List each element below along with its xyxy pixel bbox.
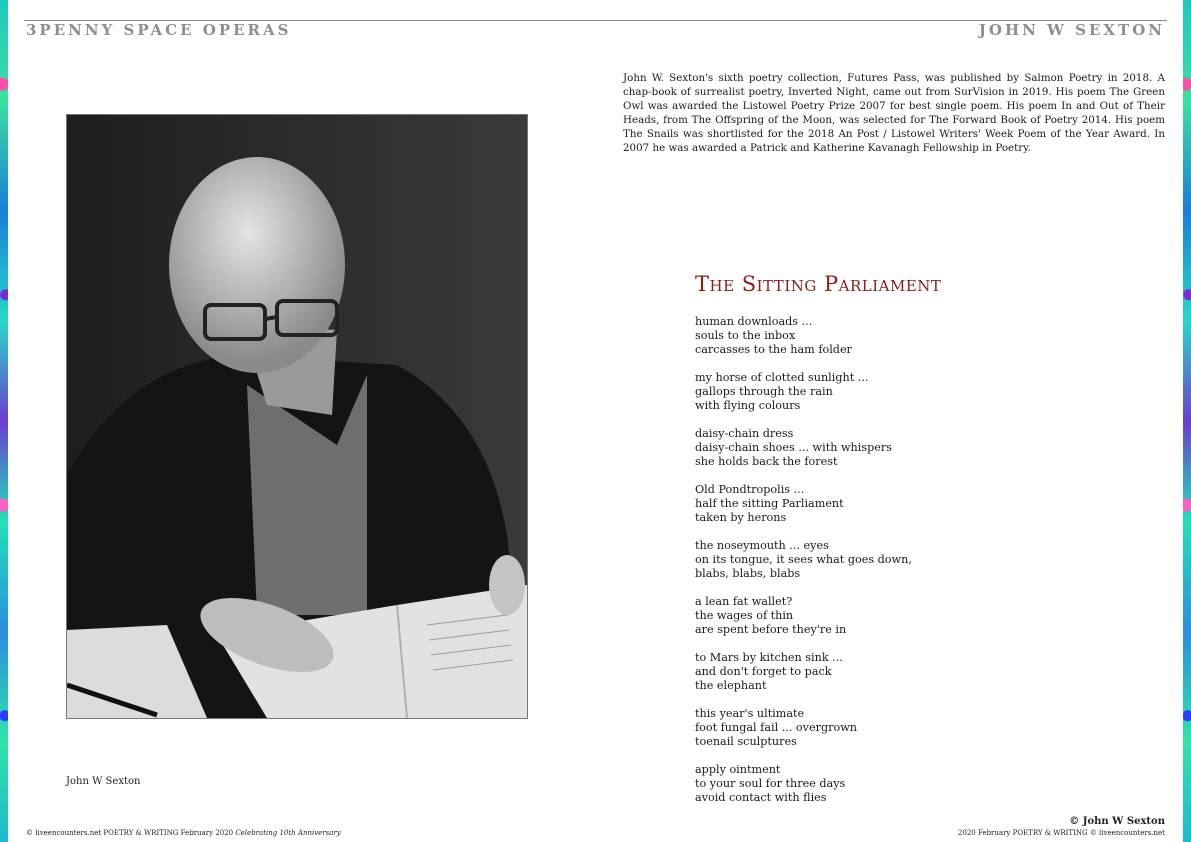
poem-line: avoid contact with flies — [695, 791, 827, 804]
author-bio: John W. Sexton's sixth poetry collection, Futures Pass, was published by Salmon Poetry in 2018. A chap-book of surrealist poetry, Inverted Night, came out from SurVision in 2019. His poem The Green Owl was awarded the Listowel Poetry Prize 2007 for best single poem. His poem In and Out of Their Heads, from The Offspring of the Moon, was selected for The Forward Book of Poetry 2014. His poem The Snails was shortlisted for the 2018 An Post / Listowel Writers' Week Poem of the Year Award. In 2007 he was awarded a Patrick and Katherine Kavanagh Fellowship in Poetry. — [623, 72, 1165, 154]
poem-line: taken by herons — [695, 511, 787, 524]
poem-line: daisy-chain shoes ... with whispers — [695, 441, 892, 454]
poem-line: half the sitting Parliament — [695, 497, 844, 510]
poem-line: souls to the inbox — [695, 329, 796, 342]
poem-stanza — [695, 427, 995, 469]
poem-line: to Mars by kitchen sink ... — [695, 651, 843, 664]
decorative-right-border — [1183, 0, 1191, 842]
poem-stanza — [695, 483, 995, 525]
poem-line: are spent before they're in — [695, 623, 847, 636]
poem-copyright: © John W Sexton — [1069, 816, 1165, 827]
poem-line: my horse of clotted sunlight ... — [695, 371, 869, 384]
poem-line: Old Pondtropolis ... — [695, 483, 805, 496]
footer-left — [26, 829, 341, 837]
poem-body — [695, 315, 995, 819]
poem-line: this year's ultimate — [695, 707, 805, 720]
poem-line: and don't forget to pack — [695, 665, 832, 678]
poem-stanza — [695, 539, 995, 581]
poem-line: foot fungal fail ... overgrown — [695, 721, 857, 734]
poem-line: she holds back the forest — [695, 455, 838, 468]
author-photo — [66, 114, 528, 719]
poem-line: daisy-chain dress — [695, 427, 794, 440]
poem-title: The Sitting Parliament — [695, 272, 942, 296]
footer-left-anniversary: Celebrating 10th Anniversary — [235, 829, 341, 837]
footer-left-text: © liveencounters.net POETRY & WRITING February 2020 — [26, 829, 234, 837]
poem-line: human downloads ... — [695, 315, 813, 328]
poem-line: carcasses to the ham folder — [695, 343, 852, 356]
decorative-left-border — [0, 0, 8, 842]
photo-caption: John W Sexton — [66, 776, 141, 787]
poem-stanza — [695, 707, 995, 749]
poem-line: the noseymouth ... eyes — [695, 539, 829, 552]
poem-line: on its tongue, it sees what goes down, — [695, 553, 912, 566]
poem-line: blabs, blabs, blabs — [695, 567, 801, 580]
header-author-name: JOHN W SEXTON — [978, 21, 1165, 39]
poem-stanza — [695, 651, 995, 693]
poem-line: the wages of thin — [695, 609, 794, 622]
poem-stanza — [695, 595, 995, 637]
poem-line: gallops through the rain — [695, 385, 833, 398]
header-section-title: 3PENNY SPACE OPERAS — [26, 21, 292, 39]
poem-stanza — [695, 371, 995, 413]
poem-stanza — [695, 763, 995, 805]
footer-right: 2020 February POETRY & WRITING © liveencounters.net — [957, 829, 1165, 837]
poem-line: with flying colours — [695, 399, 801, 412]
poem-line: a lean fat wallet? — [695, 595, 793, 608]
poem-stanza — [695, 315, 995, 357]
poem-line: the elephant — [695, 679, 767, 692]
poem-line: toenail sculptures — [695, 735, 797, 748]
poem-line: to your soul for three days — [695, 777, 846, 790]
poem-line: apply ointment — [695, 763, 781, 776]
